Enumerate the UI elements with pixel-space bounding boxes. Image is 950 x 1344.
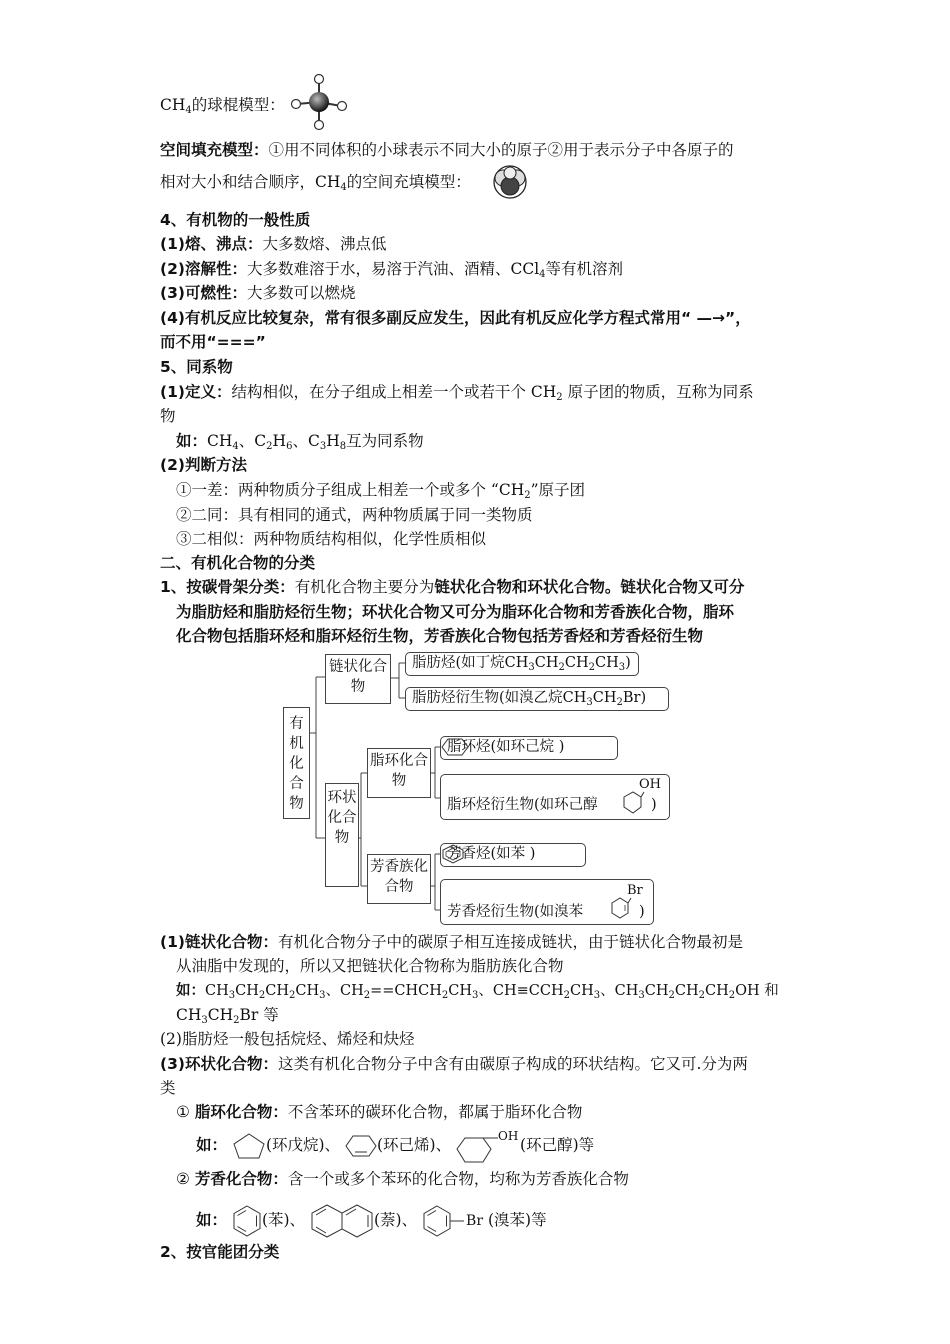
- text: 大多数熔、沸点低: [262, 235, 387, 253]
- section-heading-functional-group: 2、按官能团分类: [160, 1243, 280, 1261]
- label: 如：: [176, 983, 205, 999]
- subscript: 2: [556, 392, 563, 403]
- rule-two-line: ②二同：具有相同的通式，两种物质属于同一类物质: [176, 506, 533, 524]
- oh-label: OH: [639, 777, 661, 792]
- text: 这类有机化合物分子中含有由碳原子构成的环状结构。它又可.分为两: [277, 1055, 748, 1073]
- text: H: [326, 432, 340, 450]
- text: ): [625, 655, 631, 671]
- aromatic-derivative-box: [440, 879, 654, 925]
- oh-label: OH: [498, 1129, 519, 1143]
- subscript: 2: [668, 990, 675, 1001]
- ring-compound-line-2: 类: [160, 1079, 176, 1097]
- aromatic-hydrocarbon-box: [440, 843, 586, 867]
- alicyclic-derivative-box: [440, 774, 670, 820]
- text: CH: [295, 983, 320, 999]
- text: 芳香烃衍生物(如溴苯: [447, 904, 584, 920]
- cyclopentane-icon: [232, 1132, 266, 1160]
- ch4-ball-stick-model: [288, 73, 350, 131]
- subscript: 2: [588, 662, 596, 673]
- subscript: 2: [233, 1015, 240, 1026]
- number: ②: [176, 1170, 190, 1188]
- rule-one-line: [176, 478, 816, 502]
- subscript: 4: [185, 105, 192, 116]
- root-box: 有机化合物: [283, 707, 310, 819]
- text: 的球棍模型：: [191, 96, 285, 114]
- text: 、CH: [600, 983, 639, 999]
- text: 脂环烃衍生物(如环己醇: [447, 797, 598, 813]
- chain-example-line-2: [176, 1003, 816, 1027]
- ch4-space-filling-model: [490, 164, 530, 200]
- section-heading-5: 5、同系物: [160, 358, 233, 376]
- subscript: 2: [558, 662, 565, 673]
- ring-compound-line: [160, 1052, 800, 1076]
- subscript: 3: [228, 990, 236, 1001]
- chain-compound-box: 链状化合物: [325, 654, 391, 704]
- text: H: [272, 432, 287, 450]
- text: (溴苯)等: [487, 1211, 547, 1229]
- text: CH: [570, 983, 594, 999]
- subscript: 4: [340, 182, 347, 193]
- chain-compound-line: [160, 930, 800, 954]
- text: CH: [207, 432, 233, 450]
- text: CH: [564, 655, 589, 671]
- label: 如：: [176, 432, 208, 450]
- text: OH 和: [735, 983, 779, 999]
- reaction-note-line: (4)有机反应比较复杂，常有很多副反应发生，因此有机反应化学方程式常用“ —→”，: [160, 309, 751, 327]
- reaction-note-line-2: 而不用“===”: [160, 333, 266, 351]
- text: 原子团的物质，互称为同系: [562, 383, 754, 401]
- text: 、C: [238, 432, 267, 450]
- text: CH: [534, 655, 559, 671]
- carbon-skeleton-line-3: 化合物包括脂环烃和脂环烃衍生物，芳香族化合物包括芳香烃和芳香烃衍生物: [176, 627, 704, 645]
- label: (1)链状化合物：: [160, 933, 278, 951]
- chain-example-line: [176, 979, 816, 1003]
- subscript: 3: [586, 697, 593, 708]
- text: (苯)、: [261, 1211, 306, 1229]
- text: 大多数可以燃烧: [246, 284, 356, 302]
- subscript: 2: [266, 441, 273, 452]
- benzene-icon: [232, 1205, 262, 1237]
- ball-stick-line: [160, 93, 800, 117]
- space-filling-line-2: [160, 170, 800, 194]
- label: (3)可燃性：: [160, 284, 247, 302]
- label: 如：: [196, 1211, 228, 1229]
- chain-compound-line-2: 从油脂中发现的，所以又把链状化合物称为脂肪族化合物: [176, 957, 564, 975]
- text: 相对大小和结合顺序，CH: [160, 173, 341, 191]
- subscript: 3: [201, 1015, 208, 1026]
- subscript: 3: [319, 990, 326, 1001]
- subscript: 2: [363, 990, 371, 1001]
- text: CH: [448, 983, 473, 999]
- text: (环己烯)、: [377, 1136, 452, 1154]
- label: 1、按碳骨架分类：: [160, 578, 295, 596]
- text: ”原子团: [530, 481, 586, 499]
- text: 含一个或多个苯环的化合物，均称为芳香族化合物: [287, 1170, 629, 1188]
- text: 、CH≡CCH: [478, 983, 564, 999]
- subscript: 3: [638, 990, 645, 1001]
- alicyclic-box: 脂环化合物: [367, 748, 431, 798]
- text: ①一差：两种物质分子组成上相差一个或多个 “CH: [176, 481, 525, 499]
- br-label: Br: [466, 1213, 484, 1229]
- text: CH: [235, 983, 259, 999]
- subscript: 2: [698, 990, 706, 1001]
- section-heading-4: 4、有机物的一般性质: [160, 211, 311, 229]
- carbon-skeleton-line: [160, 575, 800, 599]
- text: CH: [644, 983, 669, 999]
- text: (环己醇)等: [520, 1136, 595, 1154]
- subscript: 4: [232, 441, 239, 452]
- subscript: 2: [728, 990, 736, 1001]
- aromatic-example-line: [196, 1203, 836, 1239]
- bold-text: 链状化合物和环状化合物。链状化合物又可分: [434, 578, 745, 596]
- text: 等有机溶剂: [545, 260, 624, 278]
- text: ): [558, 739, 565, 755]
- subscript: 3: [528, 662, 535, 673]
- text: ①用不同体积的小球表示不同大小的原子②用于表示分子中各原子的: [268, 141, 734, 159]
- text: ): [529, 846, 536, 862]
- aliphatic-derivative-box: [405, 687, 669, 711]
- subscript: 2: [563, 990, 571, 1001]
- naphthalene-icon: [310, 1203, 374, 1239]
- space-filling-line: [160, 138, 800, 162]
- definition-line: [160, 380, 800, 404]
- subscript: 3: [618, 662, 626, 673]
- text: 、CH: [325, 983, 364, 999]
- rule-three-line: ③二相似：两种物质结构相似，化学性质相似: [176, 530, 487, 548]
- subscript: 3: [472, 990, 479, 1001]
- cyclohexanol-structure: [456, 1129, 520, 1160]
- label: (1)熔、沸点：: [160, 235, 263, 253]
- br-label: Br: [627, 883, 643, 898]
- text: CH: [265, 983, 289, 999]
- text: 有机化合物分子中的碳原子相互连接成链状，由于链状化合物最初是: [277, 933, 743, 951]
- text: CH: [592, 690, 617, 706]
- solubility-line: [160, 257, 800, 281]
- benzene-icon: [441, 844, 465, 864]
- text: ==CHCH: [370, 983, 442, 999]
- label: 空间填充模型：: [160, 141, 269, 159]
- carbon-skeleton-line-2: 为脂肪烃和脂肪烃衍生物；环状化合物又可分为脂环化合物和芳香族化合物，脂环: [176, 603, 735, 621]
- label: (2)溶解性：: [160, 260, 247, 278]
- text: ): [651, 797, 657, 813]
- text: CH: [176, 1006, 202, 1024]
- text: Br): [622, 690, 647, 706]
- section-heading-classification: 二、有机化合物的分类: [160, 554, 316, 572]
- cyclohexene-icon: [345, 1133, 377, 1159]
- ring-compound-box: 环状化合物: [325, 783, 359, 887]
- alicyclic-example-line: [196, 1129, 836, 1160]
- text: (环戊烷)、: [265, 1136, 341, 1154]
- cyclohexane-icon: [441, 737, 469, 757]
- aliphatic-hydrocarbon-line: (2)脂肪烃一般包括烷烃、烯烃和炔烃: [160, 1030, 415, 1048]
- label: 如：: [196, 1136, 228, 1154]
- flammability-line: [160, 281, 800, 305]
- subscript: 2: [289, 990, 296, 1001]
- text: 芳香烃(如苯: [447, 846, 526, 862]
- text: CH: [207, 1006, 234, 1024]
- aromatic-box: 芳香族化合物: [367, 854, 431, 904]
- subscript: 6: [286, 441, 293, 452]
- text: 有机化合物主要分为: [294, 578, 435, 596]
- aromatic-line: [176, 1167, 816, 1191]
- text: 结构相似，在分子组成上相差一个或若干个 CH: [231, 383, 557, 401]
- definition-line-2: 物: [160, 407, 176, 425]
- judgment-heading: (2)判断方法: [160, 456, 247, 474]
- text: 脂环烃(如环己烷: [447, 739, 555, 755]
- text: 脂肪烃(如丁烷CH: [412, 655, 529, 671]
- label: (1)定义：: [160, 383, 232, 401]
- text: CH: [674, 983, 699, 999]
- text: CH: [595, 655, 619, 671]
- text: 、C: [292, 432, 320, 450]
- text: CH: [205, 983, 229, 999]
- text: 大多数难溶于水，易溶于汽油、酒精、CCl: [246, 260, 540, 278]
- classification-tree: [283, 648, 673, 933]
- subscript: 4: [539, 269, 546, 280]
- subscript: 2: [258, 990, 266, 1001]
- subscript: 3: [593, 990, 601, 1001]
- subscript: 2: [441, 990, 449, 1001]
- text: 互为同系物: [346, 432, 424, 450]
- aliphatic-hydrocarbon-box: [405, 652, 639, 676]
- text: CH: [705, 983, 729, 999]
- melting-point-line: [160, 232, 800, 256]
- text: ): [639, 904, 645, 920]
- label: 脂环化合物：: [194, 1103, 288, 1121]
- text: 不含苯环的碳环化合物，都属于脂环化合物: [287, 1103, 583, 1121]
- text: 脂肪烃衍生物(如溴乙烷CH: [412, 690, 587, 706]
- label: (3)环状化合物：: [160, 1055, 278, 1073]
- text: Br 等: [239, 1006, 279, 1024]
- text: CH: [160, 96, 186, 114]
- label: 芳香化合物：: [194, 1170, 288, 1188]
- subscript: 3: [319, 441, 327, 452]
- subscript: 2: [524, 490, 531, 501]
- homolog-example-line: [176, 429, 816, 453]
- text: 的空间充填模型：: [346, 173, 471, 191]
- subscript: 8: [339, 441, 347, 452]
- bromobenzene-icon: [422, 1205, 466, 1237]
- subscript: 2: [616, 697, 623, 708]
- alicyclic-hydrocarbon-box: [440, 736, 618, 760]
- number: ①: [176, 1103, 190, 1121]
- alicyclic-line: [176, 1100, 816, 1124]
- text: (萘)、: [374, 1211, 418, 1229]
